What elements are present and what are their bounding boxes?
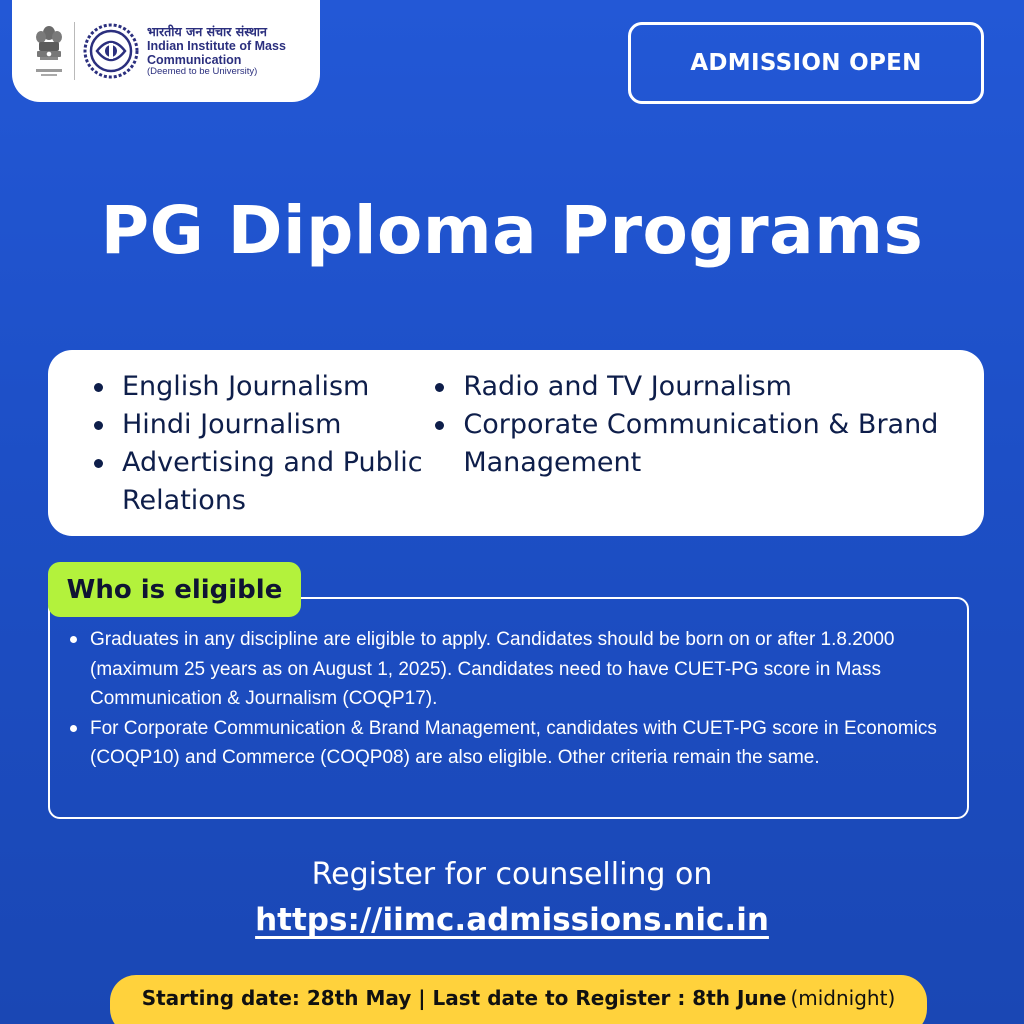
program-item: Advertising and Public Relations [88,444,429,520]
program-item: English Journalism [88,368,429,406]
deemed-university-note: (Deemed to be University) [147,65,258,77]
institute-name-hindi: भारतीय जन संचार संस्थान [147,23,267,39]
iimc-logo-icon [83,23,139,79]
dates-text: Starting date: 28th May | Last date to Register : 8th June [141,986,787,1010]
eligibility-item: Graduates in any discipline are eligible to apply. Candidates should be born on or after 1.8.2000 (maximum 25 years as on August 1, 2025). Candidates need to have CUET-PG score in Mass Communication & Journalism (COQP17). [68,625,943,714]
page-title: PG Diploma Programs [100,192,924,269]
eligibility-box [48,597,969,819]
institute-name-line1: Indian Institute of Mass [147,38,286,53]
logo-card [12,0,320,102]
register-link[interactable]: https://iimc.admissions.nic.in [255,902,769,938]
eligibility-list [68,625,943,773]
program-item: Corporate Communication & Brand Management [429,406,984,482]
admission-open-badge: ADMISSION OPEN [628,22,984,104]
programs-card [48,350,984,536]
program-item: Hindi Journalism [88,406,429,444]
eligibility-item: For Corporate Communication & Brand Management, candidates with CUET-PG score in Economics (COQP10) and Commerce (COQP08) are also eligible. Other criteria remain the same. [68,714,943,773]
program-item: Radio and TV Journalism [429,368,984,406]
programs-list-left [88,368,429,536]
institute-name [147,25,286,78]
institute-name-line2: Communication [147,52,242,67]
dates-bar [110,975,927,1024]
state-emblem-icon [32,23,66,79]
logo-divider [74,22,75,80]
register-text: Register for counselling on [311,857,713,892]
eligibility-heading: Who is eligible [48,562,301,617]
programs-list-right [429,368,984,536]
dates-suffix: (midnight) [790,986,896,1010]
